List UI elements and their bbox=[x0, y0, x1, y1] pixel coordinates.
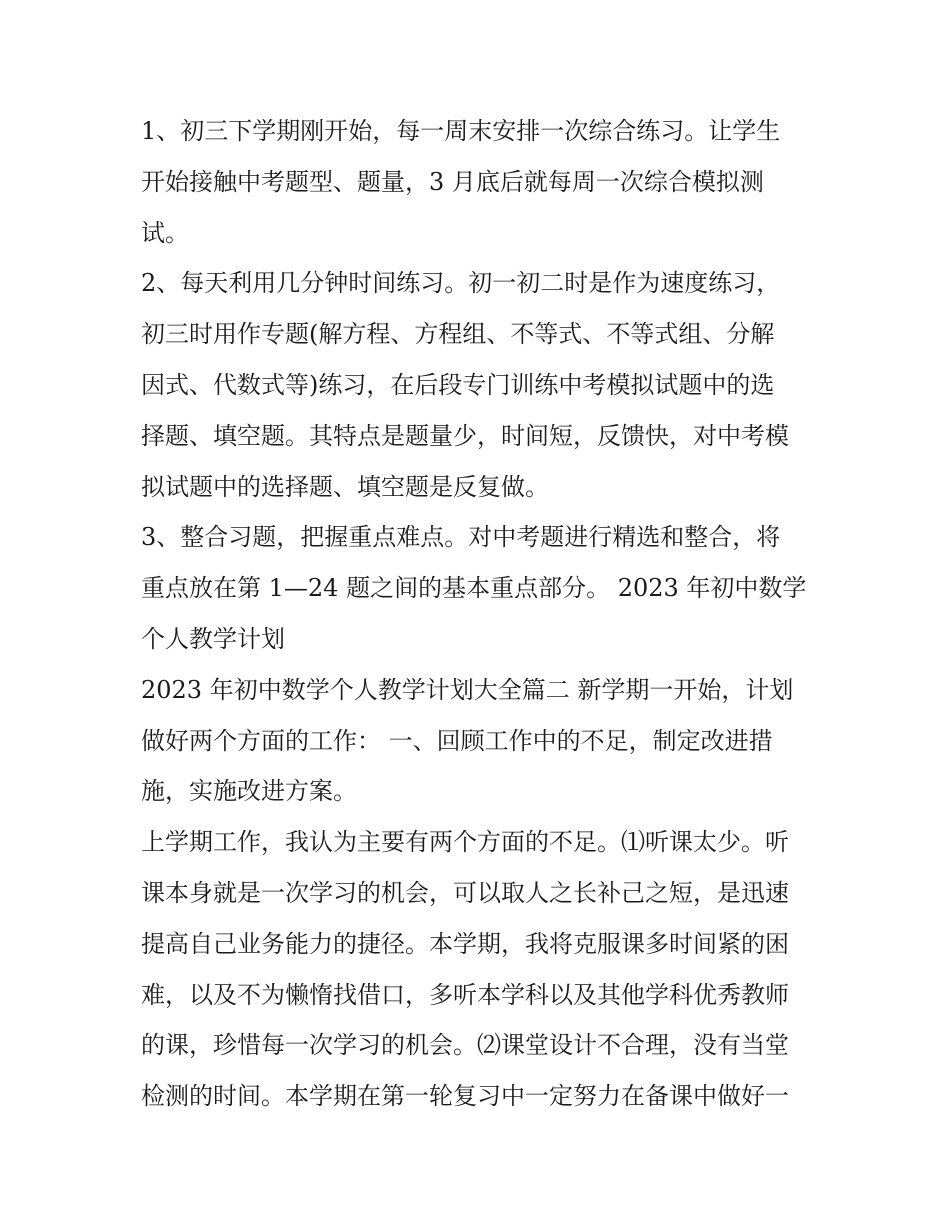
paragraph-1: 1、初三下学期刚开始，每一周末安排一次综合练习。让学生 开始接触中考题型、题量，3 月底后就每周一次综合模拟测 试。 bbox=[141, 117, 781, 247]
paragraph-4: 2023 年初中数学个人教学计划大全篇二 新学期一开始，计划 做好两个方面的工作： 一、回顾工作中的不足，制定改进措 施，实施改进方案。 bbox=[141, 675, 794, 806]
paragraph-3: 3、整合习题，把握重点难点。对中考题进行精选和整合，将 重点放在第 1—24 题之间的基本重点部分。 2023 年初中数学 个人教学计划 bbox=[141, 523, 807, 653]
document-body bbox=[141, 106, 821, 1122]
paragraph-5: 上学期工作，我认为主要有两个方面的不足。⑴听课太少。听 课本身就是一次学习的机会，可以取人之长补己之短，是迅速 提高自己业务能力的捷径。本学期，我将克服课多时间紧的困 难，以及不为懒惰找借口，多听本学科以及其他学科优秀教师 的课，珍惜每一次学习的机会。⑵课堂设计不合理，没有当堂 检测的时间。本学期在第一轮复习中一定努力在备课中做好一 bbox=[141, 828, 789, 1111]
paragraph-2: 2、每天利用几分钟时间练习。初一初二时是作为速度练习， 初三时用作专题(解方程、方程组、不等式、不等式组、分解 因式、代数式等)练习，在后段专门训练中考模拟试题中的选 择题、填空题。其特点是题量少，时间短，反馈快，对中考模 拟试题中的选择题、填空题是反复做。 bbox=[141, 269, 789, 501]
